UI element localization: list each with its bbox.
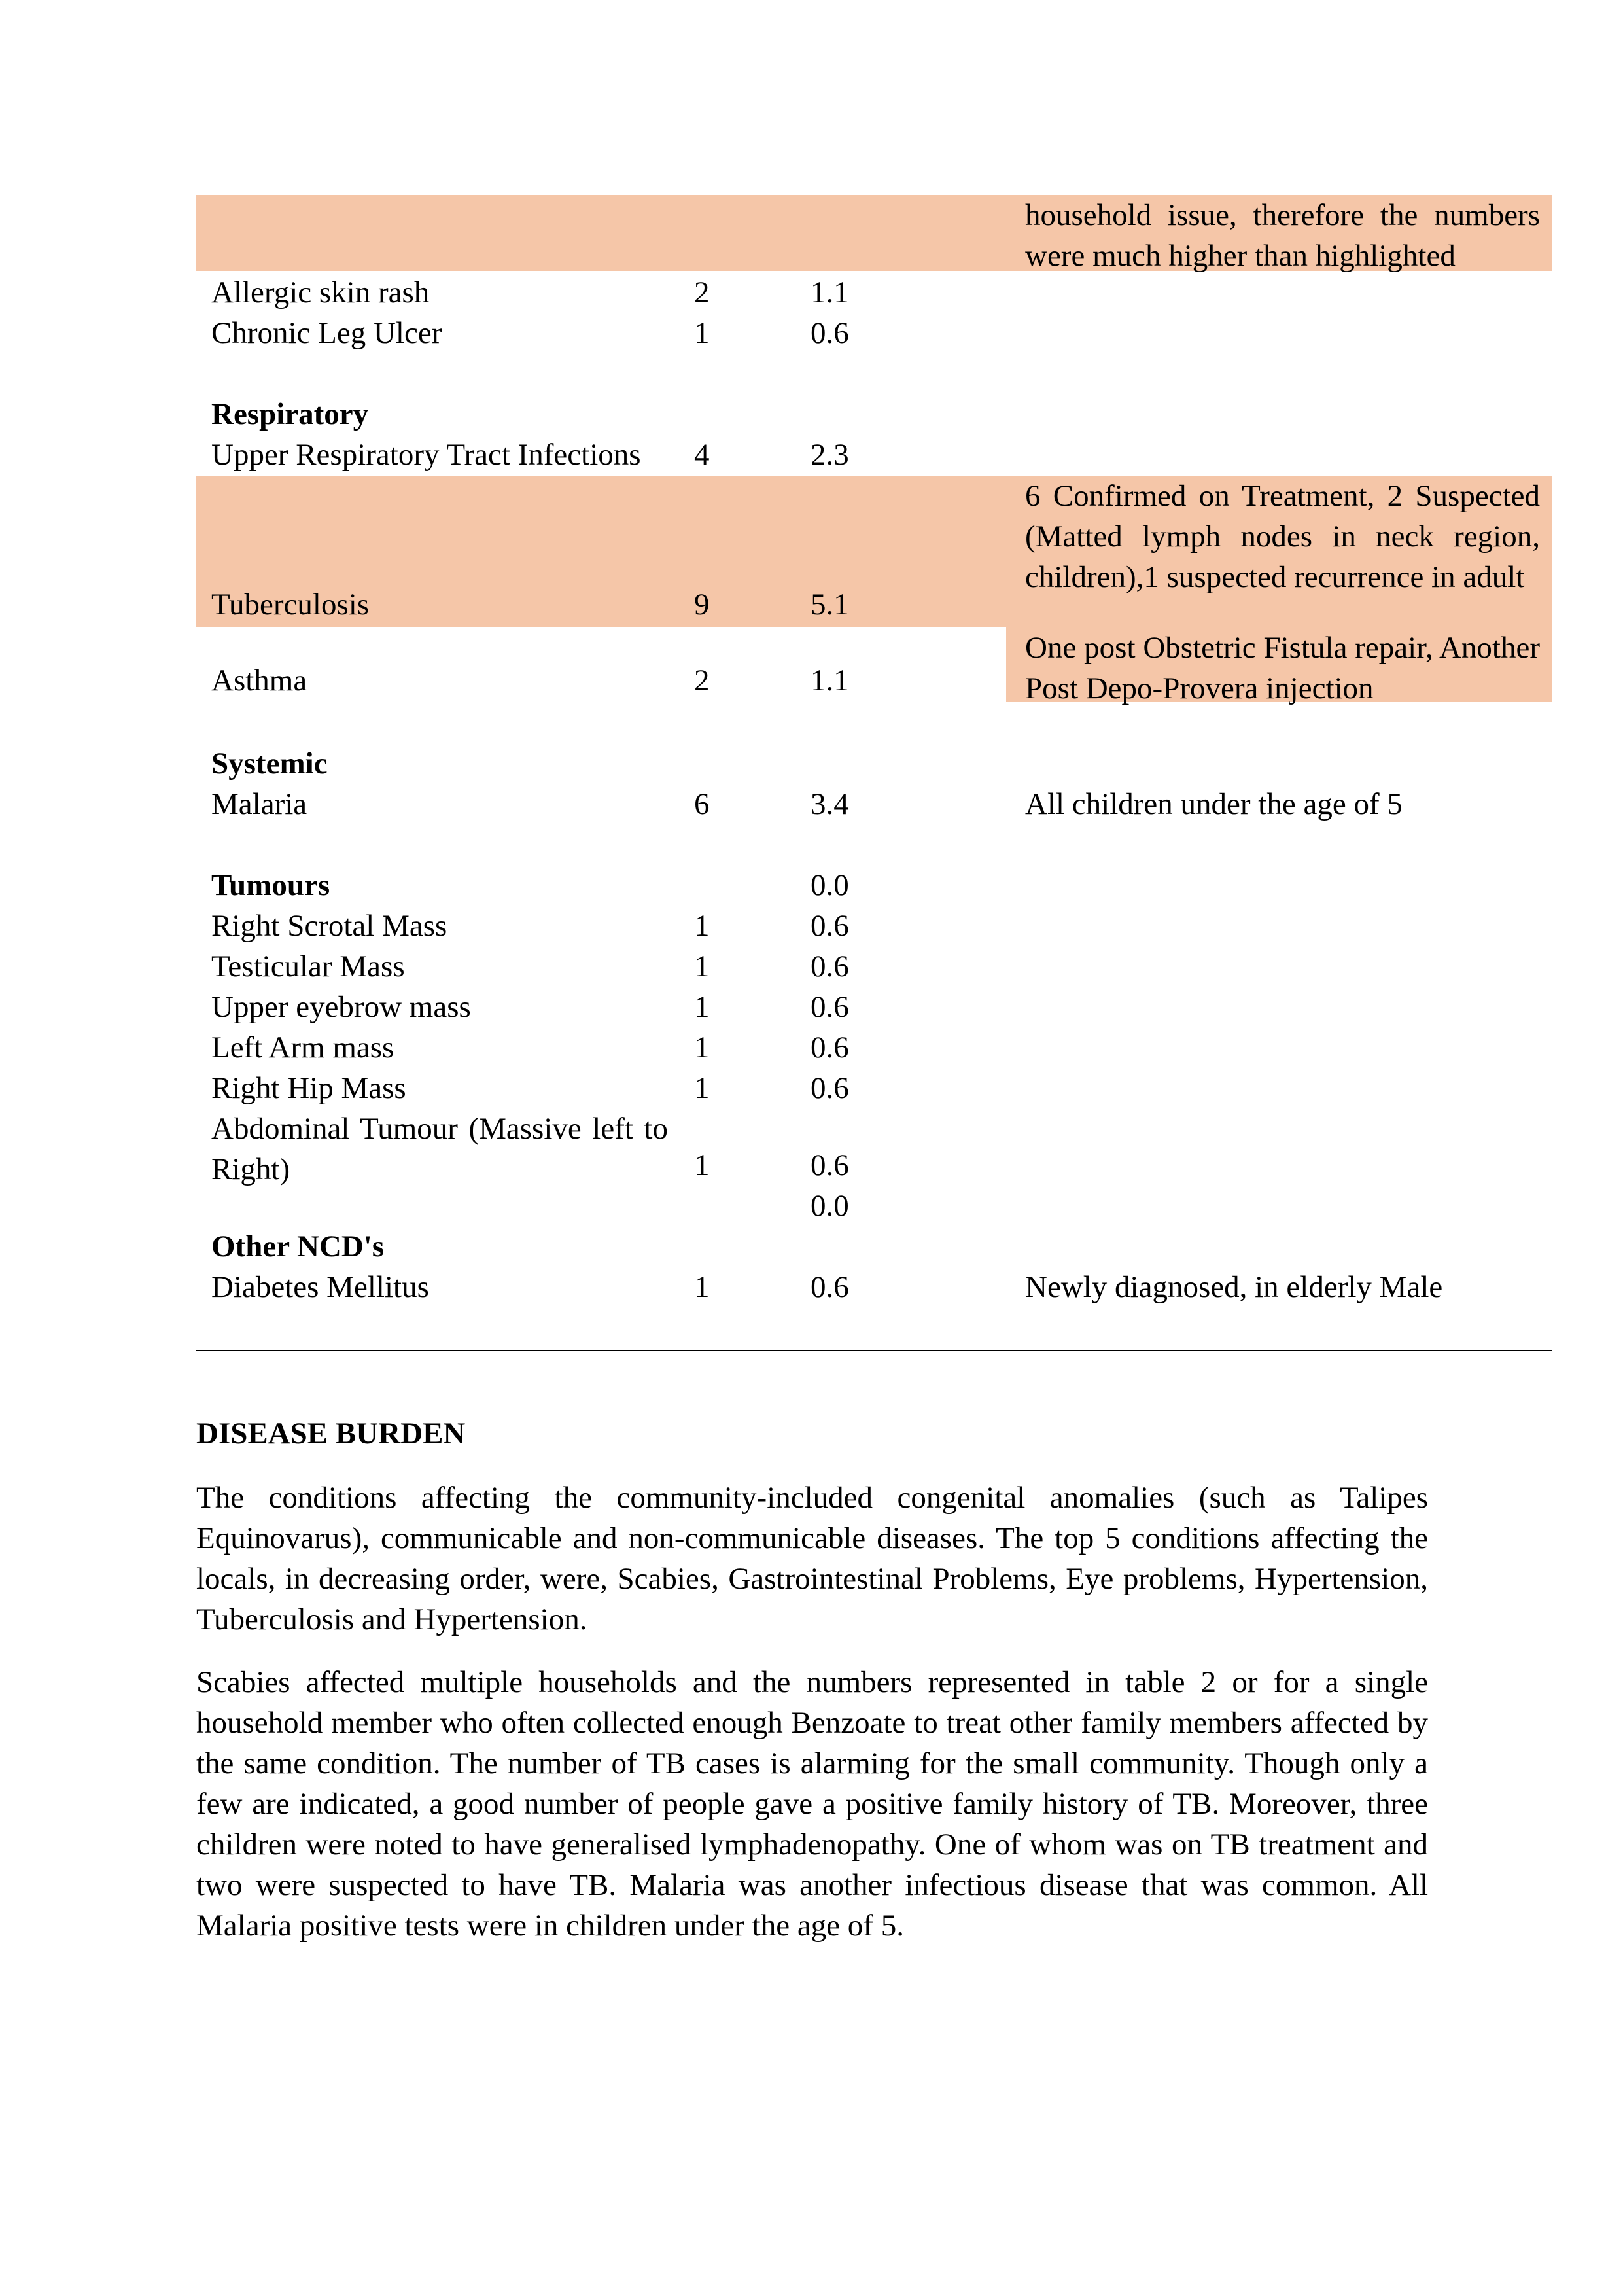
table-cell-condition: Testicular Mass: [211, 949, 405, 983]
table-cell-condition: Malaria: [211, 787, 307, 821]
table-cell-condition: Right Scrotal Mass: [211, 909, 447, 943]
table-cell-percent: 0.0: [811, 868, 849, 902]
table-cell-note: All children under the age of 5: [1025, 787, 1403, 821]
table-cell-count: 2: [694, 663, 710, 698]
table-cell-condition: Asthma: [211, 663, 307, 698]
table-cell-count: 1: [694, 949, 710, 983]
table-cell-note: Newly diagnosed, in elderly Male: [1025, 1270, 1443, 1304]
table-cell-condition: Abdominal Tumour (Massive left to Right): [211, 1112, 668, 1186]
table-cell-count: 4: [694, 438, 710, 472]
table-cell-percent: 1.1: [811, 275, 849, 309]
section-label: Tumours: [211, 868, 330, 902]
table-cell-percent: 0.6: [811, 909, 849, 943]
section-label: Systemic: [211, 747, 328, 781]
table-cell-note: household issue, therefore the numbers were much higher than highlighted: [1025, 198, 1540, 273]
table-cell-condition: Allergic skin rash: [211, 275, 430, 309]
table-cell-count: 2: [694, 275, 710, 309]
table-cell-count: 6: [694, 787, 710, 821]
table-cell-condition: Tuberculosis: [211, 588, 370, 622]
table-cell-count: 1: [694, 909, 710, 943]
table-cell-note: 6 Confirmed on Treatment, 2 Suspected (Matted lymph nodes in neck region, children),1 suspected recurrence in adult: [1025, 479, 1540, 594]
table-cell-percent: 0.6: [811, 1148, 849, 1182]
table-cell-count: 1: [694, 1071, 710, 1105]
table-cell-percent: 2.3: [811, 438, 849, 472]
table-cell-percent: 1.1: [811, 663, 849, 698]
table-cell-percent: 0.6: [811, 1031, 849, 1065]
table-cell-percent: 0.6: [811, 316, 849, 350]
table-cell-condition: Upper eyebrow mass: [211, 990, 471, 1024]
table-cell-count: 1: [694, 1270, 710, 1304]
table-cell-condition: Diabetes Mellitus: [211, 1270, 429, 1304]
table-bottom-rule: [196, 1350, 1552, 1351]
table-cell-percent: 0.6: [811, 1270, 849, 1304]
table-cell-note: One post Obstetric Fistula repair, Another Post Depo-Provera injection: [1025, 631, 1540, 705]
table-cell-count: 1: [694, 1031, 710, 1065]
table-cell-count: 1: [694, 316, 710, 350]
body-paragraph: The conditions affecting the community-included congenital anomalies (such as Talipes Equinovarus), communicable and non-communicable diseases. The top 5 conditions affecting the locals, in decreasing order, were, Scabies, Gastrointestinal Problems, Eye problems, Hypertension, Tuberculosis and Hypertension.: [196, 1481, 1428, 1636]
table-cell-percent: 5.1: [811, 588, 849, 622]
table-cell-condition: Right Hip Mass: [211, 1071, 406, 1105]
table-cell-percent: 3.4: [811, 787, 849, 821]
section-label: Other NCD's: [211, 1229, 385, 1263]
body-paragraph: Scabies affected multiple households and the numbers represented in table 2 or for a single household member who often collected enough Benzoate to treat other family members affected by the same condition. The number of TB cases is alarming for the small community. Though only a few are indicated, a good number of people gave a positive family history of TB. Moreover, three children were noted to have generalised lymphadenopathy. One of whom was on TB treatment and two were suspected to have TB. Malaria was another infectious disease that was common. All Malaria positive tests were in children under the age of 5.: [196, 1665, 1428, 1943]
section-label: Respiratory: [211, 397, 369, 431]
table-cell-percent: 0.6: [811, 1071, 849, 1105]
table-cell-count: 1: [694, 1148, 710, 1182]
table-cell-count: 9: [694, 588, 710, 622]
section-heading: DISEASE BURDEN: [196, 1417, 466, 1451]
table-cell-percent: 0.0: [811, 1189, 849, 1223]
table-cell-percent: 0.6: [811, 990, 849, 1024]
table-cell-count: 1: [694, 990, 710, 1024]
table-cell-condition: Left Arm mass: [211, 1031, 394, 1065]
table-cell-condition: Upper Respiratory Tract Infections: [211, 438, 641, 472]
table-cell-condition: Chronic Leg Ulcer: [211, 316, 442, 350]
table-cell-percent: 0.6: [811, 949, 849, 983]
